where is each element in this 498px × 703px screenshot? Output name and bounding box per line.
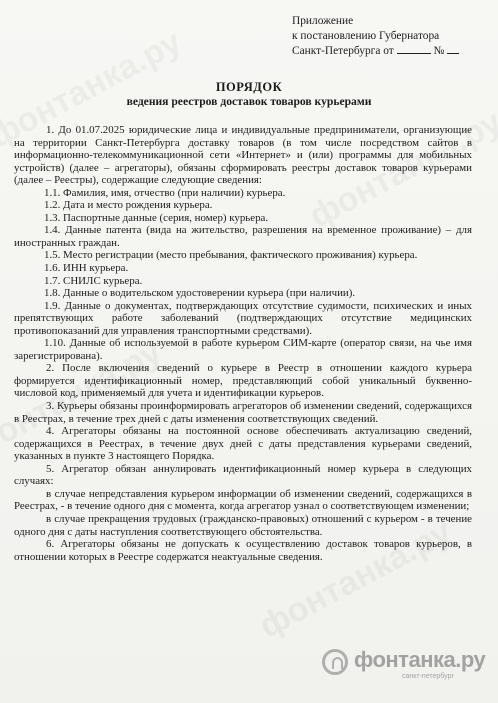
paragraph-1: 1. До 01.07.2025 юридические лица и индивидуальные предприниматели, организующие на территории Санкт-Петербурга доставку товаров (в том числе посредством сайтов в информационно-телекоммуникационной сети «Интернет» и (или) программы для мобильных устройств) (далее – агрегаторы), обязаны сформировать реестры доставок товаров курьерами (далее – Реестры), содержащие следующие сведения: bbox=[14, 124, 472, 187]
header-line: к постановлению Губернатора bbox=[292, 29, 440, 42]
paragraph-1-6: 1.6. ИНН курьера. bbox=[44, 262, 129, 275]
paragraph-1-2: 1.2. Дата и место рождения курьера. bbox=[44, 199, 213, 212]
paragraph-1-3: 1.3. Паспортные данные (серия, номер) курьера. bbox=[44, 211, 269, 224]
document-header bbox=[292, 14, 492, 59]
fontanka-logo-icon bbox=[322, 649, 348, 675]
fontanka-logo-subtext: санкт-петербург bbox=[402, 673, 455, 680]
document-body bbox=[14, 124, 472, 563]
paragraph-1-7: 1.7. СНИЛС курьера. bbox=[44, 274, 143, 287]
paragraph-5: 5. Агрегатор обязан аннулировать идентификационный номер курьера в следующих случаях: bbox=[14, 462, 472, 488]
number-blank bbox=[447, 43, 459, 54]
fontanka-logo bbox=[322, 645, 492, 685]
header-number-sign: № bbox=[433, 45, 445, 57]
paragraph-1-9: 1.9. Данные о документах, подтверждающих отсутствие судимости, психических и иных препятствующих работе заболеваний (подтверждающих отсутствие медицинских противопоказаний для управления транспортными средствами). bbox=[14, 299, 472, 337]
document-subtitle: ведения реестров доставок товаров курьерами bbox=[126, 95, 372, 108]
paragraph-1-10: 1.10. Данные об используемой в работе курьером СИМ-карте (оператор связи, на чье имя зарегистрирована). bbox=[14, 337, 472, 362]
paragraph-6: 6. Агрегаторы обязаны не допускать к осуществлению доставок товаров курьеров, в отношении которых в Реестре содержатся неактуальные сведения. bbox=[14, 538, 472, 563]
paragraph-1-1: 1.1. Фамилия, имя, отчество (при наличии) курьера. bbox=[44, 186, 286, 199]
header-line: Приложение bbox=[292, 15, 354, 27]
paragraph-3: 3. Курьеры обязаны проинформировать агрегаторов об изменении сведений, содержащихся в Реестрах, в течение трех дней с даты изменения соответствующих сведений. bbox=[14, 400, 472, 425]
document-title: ПОРЯДОК bbox=[215, 80, 283, 94]
paragraph-1-4: 1.4. Данные патента (вида на жительство, разрешения на временное проживание) – для иностранных граждан. bbox=[14, 224, 472, 249]
paragraph-1-8: 1.8. Данные о водительском удостоверении курьера (при наличии). bbox=[44, 287, 356, 300]
paragraph-2: 2. После включения сведений о курьере в Реестр в отношении каждого курьера формируется идентификационный номер, представляющий собой уникальный буквенно-числовой код, применяемый для учета и идентификации курьеров. bbox=[14, 362, 472, 400]
paragraph-1-5: 1.5. Место регистрации (место пребывания, фактического проживания) курьера. bbox=[44, 249, 418, 262]
header-city-date: Санкт-Петербурга от bbox=[292, 45, 394, 57]
paragraph-5-b: в случае прекращения трудовых (гражданско-правовых) отношений с курьером - в течение одного дня с даты наступления соответствующего обстоятельства. bbox=[14, 512, 472, 538]
header-line bbox=[292, 43, 492, 59]
date-blank bbox=[397, 43, 431, 54]
paragraph-4: 4. Агрегаторы обязаны на постоянной основе обеспечивать актуализацию сведений, содержащихся в Реестрах, в течение двух дней с даты представления курьерами сведений, указанных в пункте 3 настоящего Порядка. bbox=[14, 425, 472, 463]
fontanka-logo-text: фонтанка.ру bbox=[354, 647, 486, 672]
paragraph-5-a: в случае непредставления курьером информации об изменении сведений, содержащихся в Реестрах, - в течение одного дня с момента, когда агрегатор узнал о соответствующем изменении; bbox=[14, 487, 472, 513]
